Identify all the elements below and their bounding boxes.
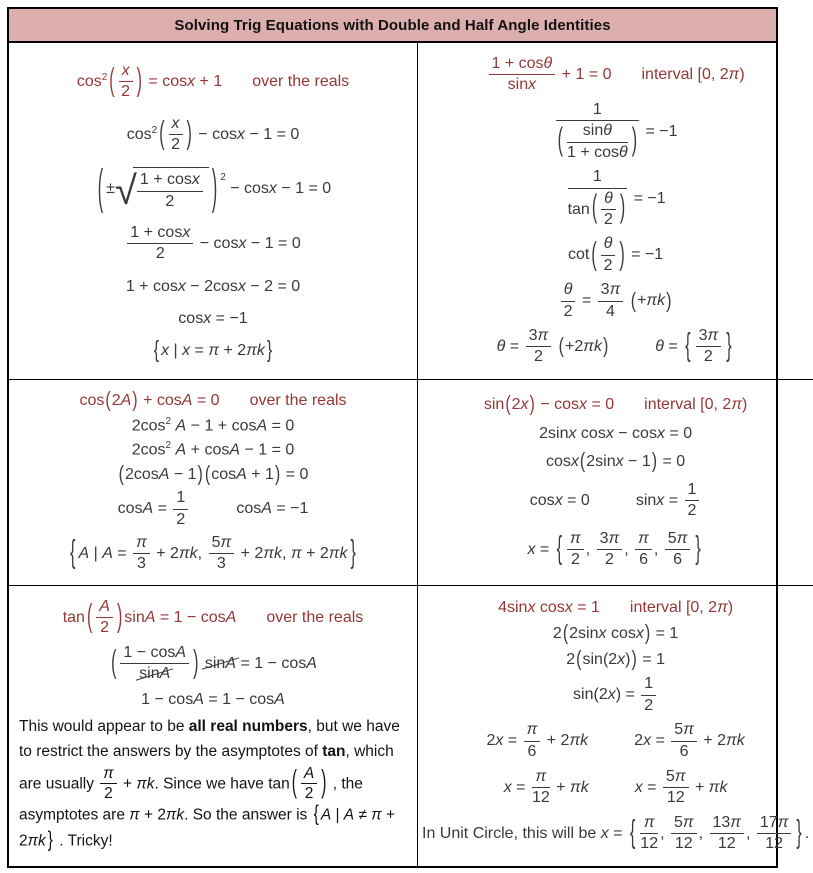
problem-3-step-3: (2cosA − 1) (cosA + 1) = 0	[118, 462, 309, 486]
problem-1-step-3: $\frac{1 + \cos x}{2}$ − cosx − 1 = 0	[125, 224, 300, 264]
problem-5-step-2: 1 − cosA = 1 − cosA	[141, 690, 285, 708]
problem-5-explanation: This would appear to be all real numbers, but we have to restrict the answers by the asymptotes of tan, which are usually $\frac{\pi}{2}$ + πk. Since we have tan ( $\frac{A}{2}$ ) , the asymptotes are π + 2πk. So the answer is { A | A ≠ π + 2πk } . Tricky!	[19, 718, 400, 852]
problem-5-statement: tan ( $\frac{A}{2}$ ) sinA = 1 − cosA over the reals	[62, 598, 364, 637]
problem-3-step-4: cosA = $\frac{1}{2}$ cosA = −1	[117, 489, 309, 528]
problem-1-step-4: 1 + cosx − 2cosx − 2 = 0	[125, 277, 301, 295]
problem-1-step-5: cosx = −1	[178, 309, 248, 327]
problem-4-step-3: cosx = 0 sinx = $\frac{1}{2}$	[530, 481, 702, 521]
problem-3-statement: cos(2A) + cosA = 0 over the reals	[79, 389, 347, 413]
problem-4-step-1: 2sinx cosx − cosx = 0	[539, 424, 693, 442]
problem-6-step-1: 2(2sinx cosx) = 1	[552, 622, 679, 646]
problem-6-answer: In Unit Circle, this will be x = { $\frac{\pi}{12}$ , $\frac{5\pi}{12}$ , $\frac{13\pi}{12}$ , $\frac{17\pi}{12}$ } .	[422, 813, 810, 853]
problem-1-statement: $\cos^2$ ( $\frac{x}{2}$ ) = cosx + 1 over the reals	[76, 61, 350, 101]
problem-3-cell	[9, 380, 418, 586]
problem-6-step-5: x = $\frac{\pi}{12}$ + πk x = $\frac{5\pi}{12}$ + πk	[503, 767, 728, 807]
problem-6-step-2: 2(sin(2x)) = 1	[566, 647, 665, 671]
problem-1-cell	[9, 43, 418, 380]
problem-1-step-1: $\cos^2$ ( $\frac{x}{2}$ ) − cosx − 1 = 0	[126, 114, 300, 153]
problem-2-step-4: $\frac{\theta}{2}$ = $\frac{3\pi}{4}$ (+πk)	[559, 281, 673, 321]
problem-4-statement: sin(2x) − cosx = 0 interval [0, 2π)	[483, 393, 748, 417]
problem-4-answer: x = { $\frac{\pi}{2}$ , $\frac{3\pi}{2}$ , $\frac{\pi}{6}$ , $\frac{5\pi}{6}$ }	[527, 529, 701, 569]
problem-3-answer: { A | A = $\frac{\pi}{3}$ + 2πk, $\frac{5\pi}{3}$ + 2πk, π + 2πk }	[70, 534, 356, 573]
problem-6-cell	[418, 586, 813, 866]
problem-3-step-1: $2\cos^2$ A − 1 + cosA = 0	[131, 415, 295, 434]
problem-4-step-2: cosx(2sinx − 1) = 0	[546, 450, 686, 474]
problem-5-cell	[9, 586, 418, 866]
problem-2-step-2: 1 tan ( $\frac{\theta}{2}$ ) = −1	[567, 168, 666, 228]
worksheet-title: Solving Trig Equations with Double and Half Angle Identities	[9, 9, 776, 43]
problem-2-answer: θ = $\frac{3\pi}{2}$ (+2πk) θ = { $\frac{3\pi}{2}$ }	[496, 327, 732, 366]
problem-2-step-1: 1 ( $\frac{\sin\theta}{1 + \cos\theta}$ ) = −1	[557, 100, 678, 161]
problem-6-step-3: sin(2x) = $\frac{1}{2}$	[573, 675, 658, 715]
problem-2-statement: $\frac{1 + \cos\theta}{\sin x}$ + 1 = 0 interval [0, 2π)	[487, 55, 745, 95]
worksheet-page	[7, 7, 810, 868]
problem-2-cell	[418, 43, 813, 380]
problem-3-step-2: $2\cos^2$ A + cosA − 1 = 0	[131, 440, 295, 459]
problem-5-step-1: ( $\frac{1 - \cos A}{\sin A}$ ) sinA = 1 − cosA	[111, 643, 317, 683]
problem-4-cell	[418, 380, 813, 586]
problem-2-step-3: cot ( $\frac{\theta}{2}$ ) = −1	[568, 235, 664, 274]
problem-6-statement: 4sinx cosx = 1 interval [0, 2π)	[498, 599, 734, 617]
problem-6-step-4: 2x = $\frac{\pi}{6}$ + 2πk 2x = $\frac{5\pi}{6}$ + 2πk	[486, 721, 745, 760]
problem-1-answer: { x | x = π + 2πk }	[153, 338, 273, 363]
problem-1-step-2: ( ± √ $\frac{1 + \cos x}{2}$ ) $^2$ − cosx − 1 = 0	[97, 163, 332, 215]
problems-grid	[9, 43, 810, 866]
